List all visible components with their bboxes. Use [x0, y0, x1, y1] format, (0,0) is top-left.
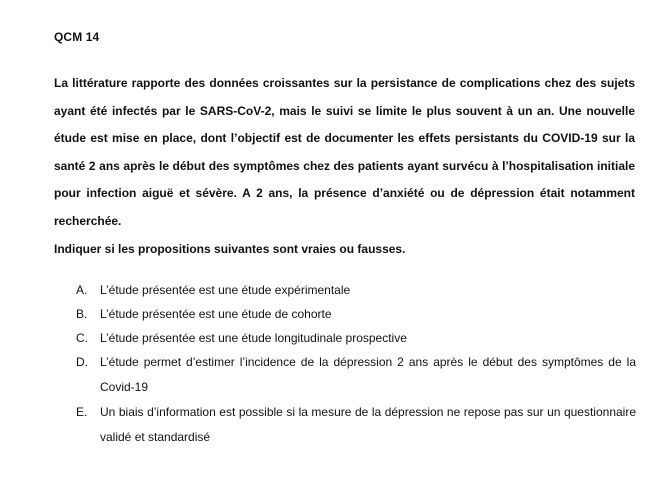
- option-e: [76, 400, 636, 450]
- question-intro: La littérature rapporte des données croissantes sur la persistance de complications chez des sujets ayant été infectés par le SARS-CoV-2, mais le suivi se limite le plus souvent à un an. Une nouvelle étude est mise en place, dont l’objectif est de documenter les effets persistants du COVID-19 sur la santé 2 ans après le début des symptômes chez des patients ayant survécu à l’hospitalisation initiale pour infection aiguë et sévère. A 2 ans, la présence d’anxiété ou de dépression était notamment recherchée.: [54, 76, 635, 228]
- option-text: L’étude permet d’estimer l’incidence de la dépression 2 ans après le début des symptômes de la Covid-19: [100, 355, 636, 394]
- option-b: [76, 302, 636, 326]
- option-c: [76, 326, 636, 350]
- option-text: L’étude présentée est une étude de cohorte: [100, 307, 332, 321]
- option-letter: B.: [76, 307, 88, 321]
- option-a: [76, 278, 636, 302]
- option-letter: C.: [76, 331, 88, 345]
- option-text: L’étude présentée est une étude expérimentale: [100, 283, 351, 297]
- option-letter: D.: [76, 355, 88, 369]
- option-text: Un biais d’information est possible si la mesure de la dépression ne repose pas sur un questionnaire validé et standardisé: [100, 405, 636, 444]
- question-instruction: Indiquer si les propositions suivantes sont vraies ou fausses.: [54, 242, 406, 256]
- options-list: [76, 278, 636, 450]
- option-letter: E.: [76, 405, 88, 419]
- option-text: L’étude présentée est une étude longitudinale prospective: [100, 331, 407, 345]
- question-title: QCM 14: [54, 30, 100, 44]
- option-letter: A.: [76, 283, 88, 297]
- option-d: [76, 350, 636, 400]
